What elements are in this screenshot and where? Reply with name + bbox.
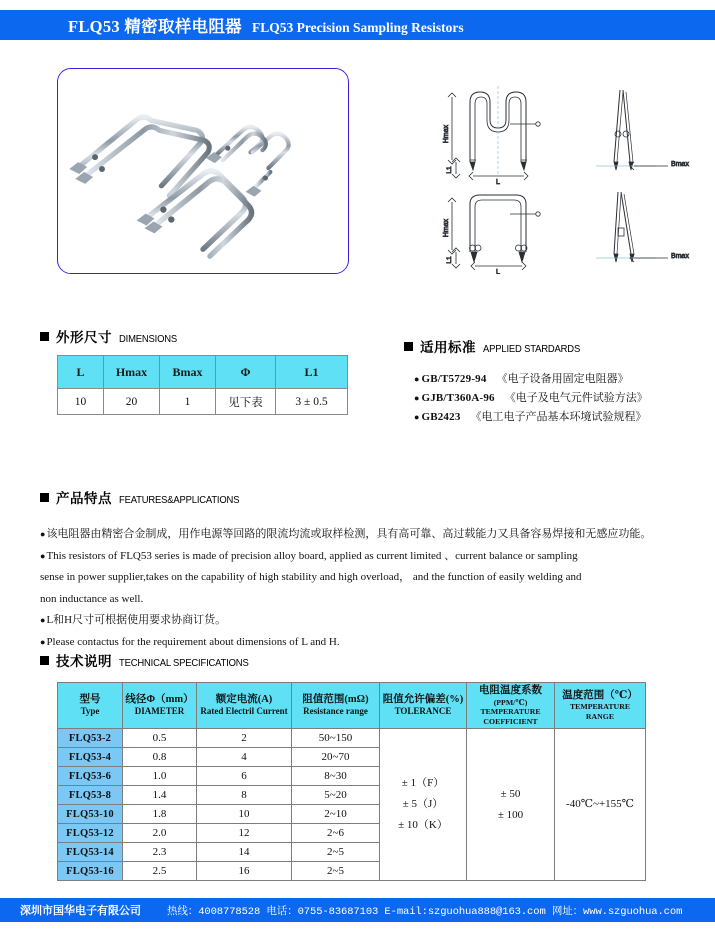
features-heading-cn: 产品特点 [56, 491, 112, 506]
spec-col-resistance-en: Resistance range [303, 706, 368, 717]
feature-line [40, 546, 680, 568]
cell-diameter: 1.4 [123, 786, 197, 805]
svg-text:L1: L1 [446, 256, 453, 264]
cell-resistance: 2~5 [292, 843, 380, 862]
technical-drawings [418, 62, 710, 274]
standard-name: 《电子及电气元件试验方法》 [504, 392, 648, 404]
footer-contact: 热线：4008778528 电话：0755-83687103 E-mail:szguohua888@163.com 网址：www.szguohua.com [167, 906, 683, 918]
cell-diameter: 1.8 [123, 805, 197, 824]
standards-list [414, 370, 710, 427]
cell-resistance: 2~10 [292, 805, 380, 824]
square-bullet-icon [404, 342, 413, 351]
features-list [40, 524, 680, 653]
cell-resistance: 8~30 [292, 767, 380, 786]
spec-col-resistance [292, 683, 380, 729]
tolerance-k: ± 10（K） [398, 819, 448, 831]
spec-col-current [197, 683, 292, 729]
cell-type: FLQ53-12 [58, 824, 123, 843]
round-bullet-icon: ● [414, 374, 420, 384]
square-bullet-icon [40, 656, 49, 665]
standards-heading [404, 336, 591, 356]
cell-current: 4 [197, 748, 292, 767]
standard-name: 《电工电子产品基本环境试验规程》 [470, 411, 647, 423]
cell-type: FLQ53-4 [58, 748, 123, 767]
dim-val-hmax: 20 [104, 389, 160, 415]
spec-table-header-row [58, 683, 646, 729]
feature-text: 该电阻器由精密合金制成，用作电源等回路的限流均流或取样检测，具有高可靠、高过载能力又具备容易焊接和无感应功能。 [46, 528, 652, 540]
footer-company: 深圳市国华电子有限公司 [20, 905, 141, 917]
dimensions-heading-en: DIMENSIONS [119, 333, 178, 345]
dim-col-hmax: Hmax [104, 356, 160, 389]
round-bullet-icon: ● [40, 550, 46, 561]
cell-temprange-merged: -40℃~+155℃ [555, 729, 646, 881]
specifications-heading-en: TECHNICAL SPECIFICATIONS [119, 657, 249, 669]
spec-col-tempcoef-en: (PPM/℃) [493, 697, 528, 707]
round-bullet-icon: ● [40, 636, 46, 647]
dim-col-bmax: Bmax [160, 356, 216, 389]
drawing-svg [418, 62, 710, 274]
round-bullet-icon: ● [40, 615, 46, 625]
product-photo-frame [57, 68, 349, 274]
spec-col-tolerance-cn: 阻值允许偏差(%) [382, 693, 464, 705]
spec-col-tolerance [380, 683, 467, 729]
cell-current: 14 [197, 843, 292, 862]
spec-col-diameter [123, 683, 197, 729]
page-footer-bar [0, 898, 715, 922]
cell-type: FLQ53-14 [58, 843, 123, 862]
dim-val-bmax: 1 [160, 389, 216, 415]
spec-col-resistance-cn: 阻值范围(mΩ) [302, 693, 369, 705]
standard-code: GB2423 [421, 411, 461, 423]
standard-item [414, 370, 710, 389]
spec-col-diameter-cn: 线径Φ（mm） [125, 693, 194, 705]
cell-type: FLQ53-10 [58, 805, 123, 824]
dim-val-l1: 3 ± 0.5 [276, 389, 348, 415]
page-title-en: FLQ53 Precision Sampling Resistors [251, 20, 464, 35]
spec-col-current-en: Rated Electril Current [200, 706, 288, 717]
footer-text-group [0, 901, 682, 919]
spec-col-tempcoef-en2: TEMPERATURE COEFFICIENT [480, 707, 541, 726]
feature-text: This resistors of FLQ53 series is made of precision alloy board, applied as current limited 、current balance or sampling [46, 549, 578, 562]
page-title-cn: FLQ53 精密取样电阻器 [68, 17, 242, 36]
standard-item [414, 408, 710, 427]
page-title-bar [0, 10, 715, 40]
spec-col-temprange [555, 683, 646, 729]
svg-text:L1: L1 [446, 166, 453, 174]
dim-val-l: 10 [58, 389, 104, 415]
dim-col-l1: L1 [276, 356, 348, 389]
spec-col-type-en: Type [80, 706, 100, 717]
svg-text:L: L [496, 179, 500, 186]
cell-diameter: 2.0 [123, 824, 197, 843]
specifications-heading [40, 650, 263, 670]
cell-tempcoef-merged [467, 729, 555, 881]
cell-type: FLQ53-16 [58, 862, 123, 881]
cell-current: 16 [197, 862, 292, 881]
tolerance-f: ± 1（F） [401, 777, 445, 789]
square-bullet-icon [40, 493, 49, 502]
product-photo-image [58, 69, 348, 273]
cell-resistance: 20~70 [292, 748, 380, 767]
cell-current: 2 [197, 729, 292, 748]
cell-type: FLQ53-2 [58, 729, 123, 748]
standards-heading-cn: 适用标准 [420, 340, 476, 355]
dimensions-table-value-row [58, 389, 348, 415]
svg-text:Hmax: Hmax [443, 124, 450, 144]
spec-col-diameter-en: DIAMETER [134, 706, 185, 717]
table-row [58, 729, 646, 748]
cell-diameter: 0.8 [123, 748, 197, 767]
feature-line [40, 567, 680, 589]
cell-resistance: 2~5 [292, 862, 380, 881]
round-bullet-icon: ● [414, 412, 420, 422]
feature-line [40, 524, 680, 546]
dimensions-heading [40, 326, 184, 346]
feature-text: non inductance as well. [40, 592, 144, 605]
dim-col-phi: Φ [216, 356, 276, 389]
spec-col-temprange-en2: RANGE [585, 711, 615, 721]
feature-text: L和H尺寸可根据使用要求协商订货。 [46, 614, 227, 626]
square-bullet-icon [40, 332, 49, 341]
specifications-table [57, 682, 646, 881]
title-text-group [0, 13, 464, 37]
cell-current: 12 [197, 824, 292, 843]
standard-code: GB/T5729-94 [421, 373, 487, 385]
cell-tolerance-merged [380, 729, 467, 881]
standard-code: GJB/T360A-96 [421, 392, 495, 404]
round-bullet-icon: ● [414, 393, 420, 403]
standard-item [414, 389, 710, 408]
tempcoef-50: ± 50 [500, 787, 521, 800]
svg-text:L: L [496, 269, 500, 274]
spec-col-tempcoef-cn: 电阻温度系数 [479, 685, 542, 696]
cell-diameter: 0.5 [123, 729, 197, 748]
dimensions-heading-cn: 外形尺寸 [56, 330, 112, 345]
spec-col-type [58, 683, 123, 729]
feature-line [40, 589, 680, 611]
spec-col-temprange-cn: 温度范围（℃） [562, 689, 638, 701]
cell-type: FLQ53-6 [58, 767, 123, 786]
dim-col-l: L [58, 356, 104, 389]
cell-current: 8 [197, 786, 292, 805]
feature-line [40, 610, 680, 632]
cell-current: 10 [197, 805, 292, 824]
svg-text:Bmax: Bmax [671, 253, 689, 260]
standard-name: 《电子设备用固定电阻器》 [496, 373, 629, 385]
cell-resistance: 5~20 [292, 786, 380, 805]
svg-text:Bmax: Bmax [671, 161, 689, 168]
tempcoef-100: ± 100 [497, 808, 524, 821]
spec-col-current-cn: 额定电流(A) [215, 693, 273, 705]
spec-col-temprange-en: TEMPERATURE [569, 702, 631, 712]
spec-col-tempcoef [467, 683, 555, 729]
dim-val-phi: 见下表 [216, 389, 276, 415]
round-bullet-icon: ● [40, 529, 46, 539]
cell-diameter: 2.3 [123, 843, 197, 862]
features-heading-en: FEATURES&APPLICATIONS [119, 494, 240, 506]
dimensions-table [57, 355, 348, 415]
cell-diameter: 1.0 [123, 767, 197, 786]
tolerance-j: ± 5（J） [402, 798, 444, 810]
specifications-heading-cn: 技术说明 [56, 654, 112, 669]
feature-text: Please contactus for the requirement about dimensions of L and H. [46, 635, 340, 648]
spec-col-tolerance-en: TOLERANCE [394, 706, 452, 717]
spec-col-type-cn: 型号 [79, 693, 101, 705]
feature-text: sense in power supplier,takes on the capability of high stability and high overload， and the function of easily welding and [40, 571, 582, 583]
cell-diameter: 2.5 [123, 862, 197, 881]
features-heading [40, 487, 253, 507]
cell-resistance: 2~6 [292, 824, 380, 843]
cell-resistance: 50~150 [292, 729, 380, 748]
dimensions-table-header-row [58, 356, 348, 389]
cell-type: FLQ53-8 [58, 786, 123, 805]
cell-current: 6 [197, 767, 292, 786]
standards-heading-en: APPLIED STARDARDS [483, 343, 581, 355]
svg-text:Hmax: Hmax [443, 218, 450, 238]
